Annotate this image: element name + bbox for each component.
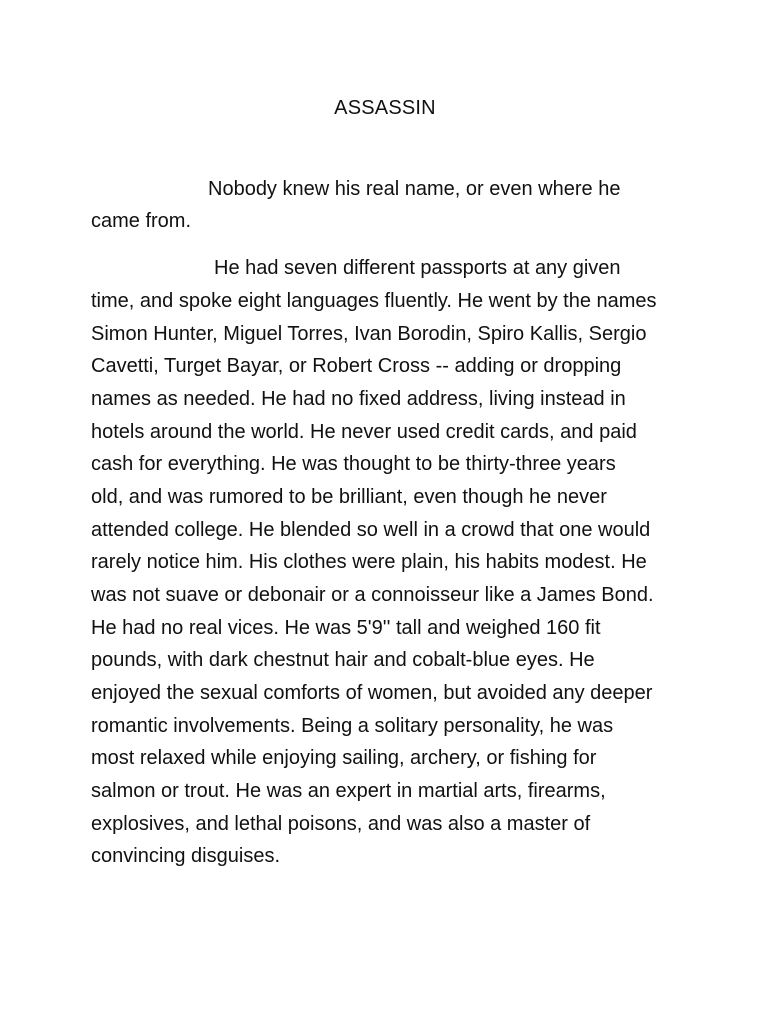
paragraph-2-line-4: Cavetti, Turget Bayar, or Robert Cross -- adding or dropping [91, 355, 622, 377]
paragraph-2-line-8: old, and was rumored to be brilliant, even though he never [91, 486, 607, 508]
paragraph-2-line-9: attended college. He blended so well in a crowd that one would [91, 519, 651, 541]
paragraph-2-line-3: Simon Hunter, Miguel Torres, Ivan Borodin, Spiro Kallis, Sergio [91, 323, 647, 345]
paragraph-2-line-18: explosives, and lethal poisons, and was also a master of [91, 813, 591, 835]
paragraph-2-line-5: names as needed. He had no fixed address, living instead in [91, 388, 626, 410]
paragraph-2-line-12: He had no real vices. He was 5'9'' tall and weighed 160 fit [91, 617, 601, 639]
paragraph-2-line-11: was not suave or debonair or a connoisseur like a James Bond. [91, 584, 654, 606]
paragraph-2-line-16: most relaxed while enjoying sailing, archery, or fishing for [91, 747, 597, 769]
paragraph-2-line-15: romantic involvements. Being a solitary personality, he was [91, 715, 614, 737]
paragraph-2-line-2: time, and spoke eight languages fluently. He went by the names [91, 290, 657, 312]
paragraph-2-line-17: salmon or trout. He was an expert in martial arts, firearms, [91, 780, 606, 802]
document-title: ASSASSIN [334, 97, 436, 119]
paragraph-2-line-10: rarely notice him. His clothes were plain, his habits modest. He [91, 551, 647, 573]
paragraph-2-line-6: hotels around the world. He never used credit cards, and paid [91, 421, 637, 443]
paragraph-2-line-13: pounds, with dark chestnut hair and cobalt-blue eyes. He [91, 649, 595, 671]
paragraph-1-line-1: Nobody knew his real name, or even where he [208, 178, 621, 200]
paragraph-1-line-2: came from. [91, 210, 192, 232]
paragraph-2-line-1: He had seven different passports at any given [214, 257, 621, 279]
paragraph-2-line-7: cash for everything. He was thought to be thirty-three years [91, 453, 616, 475]
paragraph-2-line-14: enjoyed the sexual comforts of women, but avoided any deeper [91, 682, 653, 704]
paragraph-2-line-19: convincing disguises. [91, 845, 280, 867]
